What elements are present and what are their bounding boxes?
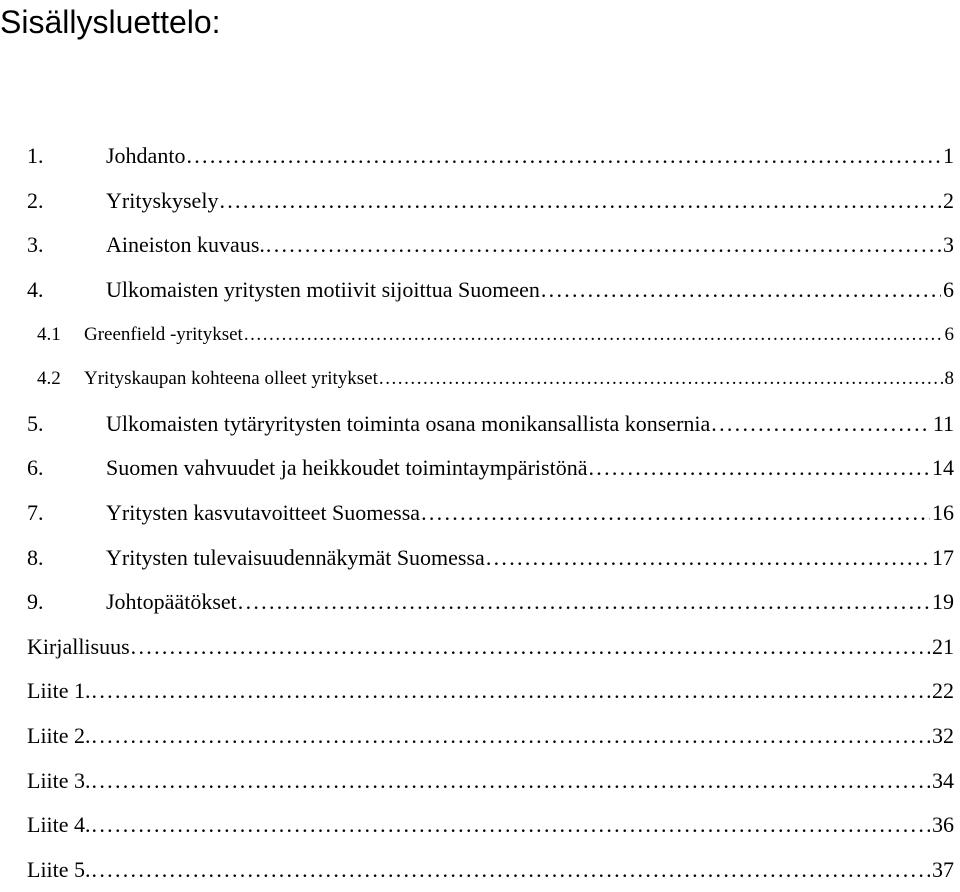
toc-entry[interactable] — [27, 134, 954, 179]
toc-entry-label: Ulkomaisten tytäryritysten toiminta osana monikansallista konsernia — [106, 411, 710, 437]
toc-dot-leader — [378, 357, 943, 402]
toc-dot-leader — [91, 669, 930, 714]
toc-dot-leader — [91, 714, 930, 759]
toc-entry-page-number: 3 — [941, 232, 954, 258]
toc-entry[interactable] — [27, 357, 954, 402]
toc-dot-leader — [587, 446, 930, 491]
toc-entry-label: Liite 4. — [27, 812, 91, 838]
toc-entry-page-number: 17 — [930, 545, 954, 571]
toc-entry-number: 7. — [27, 500, 106, 526]
toc-entry[interactable] — [27, 848, 954, 892]
toc-entry-page-number: 37 — [930, 857, 954, 883]
page-title: Sisällysluettelo: — [0, 2, 221, 42]
toc-entry[interactable] — [27, 535, 954, 580]
toc-entry-number: 9. — [27, 589, 106, 615]
toc-entry[interactable] — [27, 491, 954, 536]
toc-entry-label: Liite 2. — [27, 723, 91, 749]
toc-dot-leader — [710, 402, 931, 447]
toc-entry[interactable] — [27, 758, 954, 803]
toc-entry-label: Johdanto — [106, 143, 185, 169]
toc-dot-leader — [218, 179, 941, 224]
toc-entry-label: Yritysten tulevaisuudennäkymät Suomessa — [106, 545, 485, 571]
toc-entry-label: Kirjallisuus — [27, 634, 130, 660]
toc-dot-leader — [185, 134, 941, 179]
toc-entry-label: Suomen vahvuudet ja heikkoudet toimintaympäristönä — [106, 455, 587, 481]
toc-entry[interactable] — [27, 446, 954, 491]
table-of-contents — [27, 134, 954, 892]
toc-entry-number: 4.1 — [37, 324, 84, 346]
toc-entry-number: 5. — [27, 411, 106, 437]
toc-entry-label: Liite 1. — [27, 678, 91, 704]
toc-entry[interactable] — [27, 268, 954, 313]
toc-entry-page-number: 1 — [941, 143, 954, 169]
toc-entry-label: Liite 5. — [27, 857, 91, 883]
toc-entry-page-number: 21 — [930, 634, 954, 660]
toc-entry[interactable] — [27, 714, 954, 759]
toc-entry-page-number: 16 — [930, 500, 954, 526]
toc-entry[interactable] — [27, 179, 954, 224]
toc-entry[interactable] — [27, 580, 954, 625]
toc-dot-leader — [130, 625, 930, 670]
toc-entry-label: Yrityskaupan kohteena olleet yritykset — [84, 368, 378, 390]
toc-entry[interactable] — [27, 223, 954, 268]
toc-entry-page-number: 6 — [943, 324, 955, 346]
toc-entry-label: Liite 3. — [27, 768, 91, 794]
toc-entry-label: Greenfield -yritykset — [84, 324, 243, 346]
toc-entry-number: 3. — [27, 232, 106, 258]
toc-entry-label: Aineiston kuvaus. — [106, 232, 265, 258]
toc-entry-page-number: 11 — [931, 411, 954, 437]
toc-dot-leader — [265, 223, 941, 268]
toc-entry[interactable] — [27, 402, 954, 447]
toc-entry-number: 4.2 — [37, 368, 84, 390]
toc-entry[interactable] — [27, 669, 954, 714]
toc-dot-leader — [237, 580, 930, 625]
toc-dot-leader — [91, 803, 930, 848]
toc-entry-page-number: 22 — [930, 678, 954, 704]
toc-entry-number: 2. — [27, 188, 106, 214]
toc-entry-number: 8. — [27, 545, 106, 571]
toc-entry-page-number: 6 — [941, 277, 954, 303]
toc-dot-leader — [91, 758, 930, 803]
toc-entry-page-number: 14 — [930, 455, 954, 481]
toc-entry-page-number: 2 — [941, 188, 954, 214]
toc-dot-leader — [540, 268, 941, 313]
toc-entry-label: Johtopäätökset — [106, 589, 237, 615]
toc-entry-page-number: 32 — [930, 723, 954, 749]
toc-entry[interactable] — [27, 803, 954, 848]
toc-dot-leader — [91, 848, 930, 892]
toc-dot-leader — [420, 491, 930, 536]
toc-entry-label: Ulkomaisten yritysten motiivit sijoittua Suomeen — [106, 277, 540, 303]
toc-entry-page-number: 8 — [943, 368, 955, 390]
toc-entry-page-number: 36 — [930, 812, 954, 838]
toc-entry-label: Yritysten kasvutavoitteet Suomessa — [106, 500, 420, 526]
toc-entry-page-number: 19 — [930, 589, 954, 615]
toc-entry[interactable] — [27, 312, 954, 357]
toc-entry-label: Yrityskysely — [106, 188, 218, 214]
toc-dot-leader — [485, 535, 930, 580]
toc-entry-page-number: 34 — [930, 768, 954, 794]
toc-entry-number: 4. — [27, 277, 106, 303]
toc-entry-number: 1. — [27, 143, 106, 169]
toc-dot-leader — [243, 312, 943, 357]
toc-entry-number: 6. — [27, 455, 106, 481]
toc-entry[interactable] — [27, 625, 954, 670]
